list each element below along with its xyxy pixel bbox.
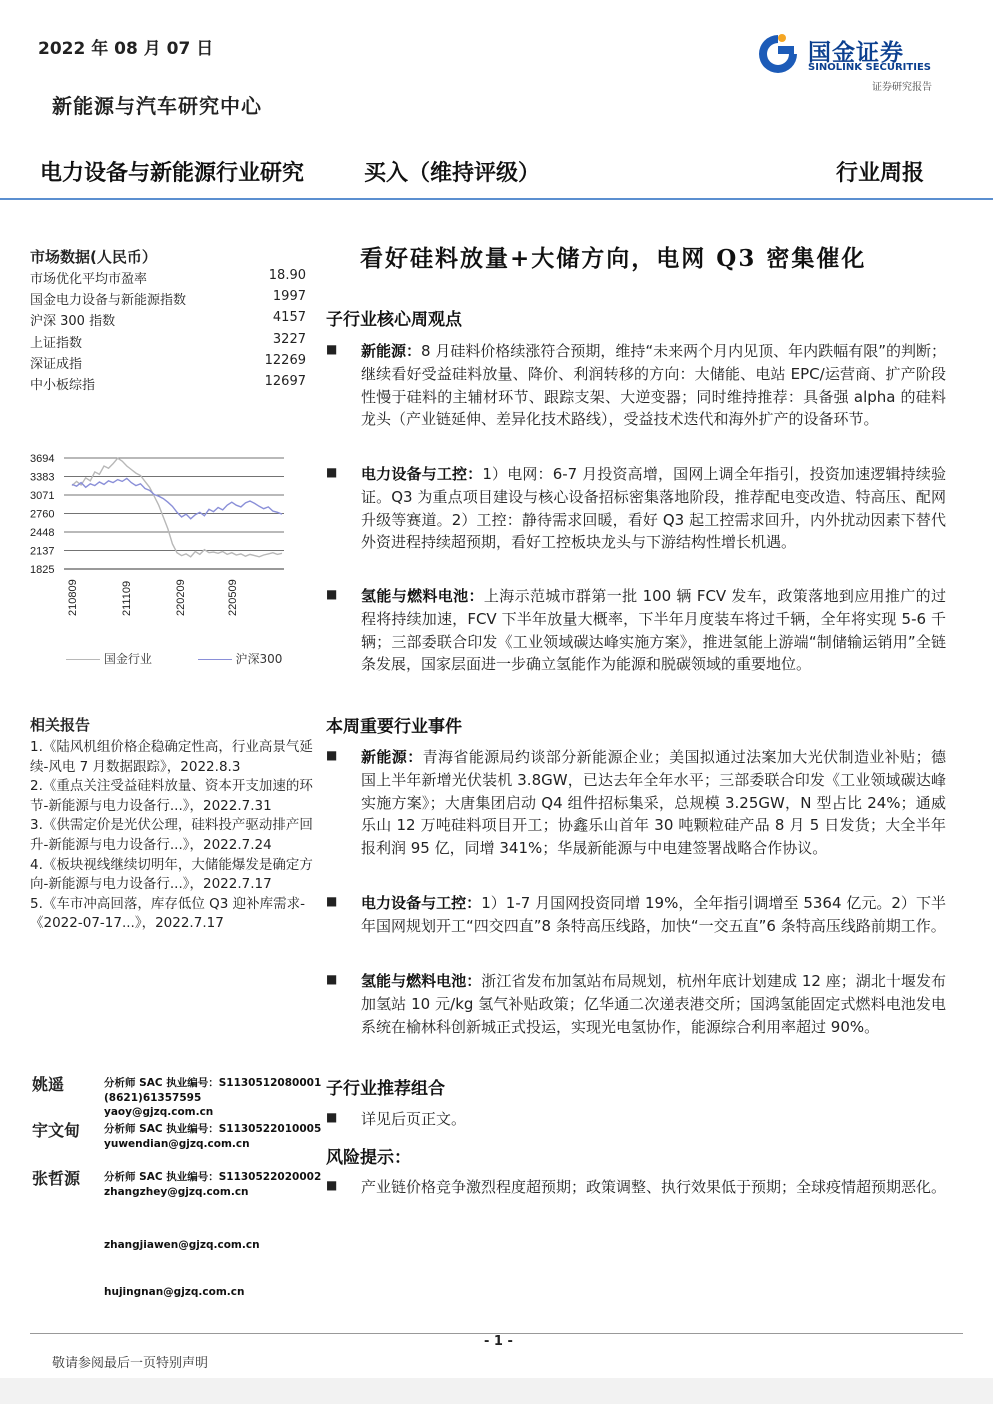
report-title: 看好硅料放量+大储方向，电网 Q3 密集催化 (360, 245, 867, 272)
research-center: 新能源与汽车研究中心 (52, 94, 262, 118)
bullet-square-icon: ■ (326, 587, 338, 601)
series-line (72, 478, 282, 518)
section-heading-events: 本周重要行业事件 (326, 717, 462, 737)
section-heading-portfolio: 子行业推荐组合 (326, 1079, 445, 1099)
related-reports-title: 相关报告 (30, 716, 91, 734)
analyst-email[interactable]: yuwendian@gjzq.com.cn (104, 1137, 250, 1150)
chart-legend (66, 650, 282, 667)
analyst-sac-id: 分析师 SAC 执业编号：S1130512080001 (104, 1077, 322, 1089)
analyst-name: 张哲源 (32, 1169, 81, 1188)
bullet-text (361, 970, 946, 1038)
analyst-phone: (8621)61357595 (104, 1091, 202, 1104)
bullet-body: 1）电网：6-7 月投资高增，国网上调全年指引，投资加速逻辑持续验证。Q3 为重点项目建设与核心设备招标密集落地阶段，推荐配电变改造、特高压、配网升级等赛道。2）工控：静待需求回暖，看好 Q3 起工控需求回升，内外扰动因素下替代外资进程持续超预期，看好工控板块龙头与下游结构性增长机遇。 (361, 465, 946, 552)
x-tick-label: 220509 (227, 579, 239, 616)
analyst-name: 宇文甸 (32, 1121, 81, 1140)
bullet-text (361, 1108, 946, 1131)
y-tick-label: 2137 (30, 545, 55, 558)
related-report-item[interactable]: 1.《陆风机组价格企稳确定性高，行业高景气延续-风电 7 月数据跟踪》，2022.8.3 (30, 739, 313, 775)
logo-subtitle: 证券研究报告 (872, 82, 932, 93)
legend-swatch-hs300 (198, 659, 232, 660)
y-tick-label: 3383 (30, 471, 55, 484)
y-tick-label: 2448 (30, 527, 55, 539)
market-data-title: 市场数据(人民币） (30, 248, 157, 266)
market-data-row (30, 353, 306, 372)
bullet-label: 电力设备与工控： (361, 894, 482, 912)
report-type: 行业周报 (836, 160, 925, 186)
x-tick-label: 220209 (175, 579, 187, 616)
bullet-text (361, 340, 946, 431)
bullet-item (326, 463, 946, 578)
market-data-label: 深证成指 (30, 357, 83, 372)
bullet-body: 8 月硅料价格续涨符合预期，维持“未来两个月内见顶、年内跌幅有限”的判断；继续看好受益硅料放量、降价、利润转移的方向：大储能、电站 EPC/运营商、扩产阶段性慢于硅料的主辅材环节、跟踪支架、大逆变器；同时维持推荐：具备强 alpha 的硅料龙头（产业链延伸、差异化技术路线），受益技术迭代和海外扩产的设备环节。 (361, 342, 946, 429)
bullet-text (361, 746, 946, 860)
analyst-contact (104, 1170, 321, 1199)
market-data-row (30, 268, 306, 287)
bullet-square-icon: ■ (326, 342, 338, 356)
market-data-label: 中小板综指 (30, 378, 96, 393)
market-data-label: 国金电力设备与新能源指数 (30, 293, 187, 308)
bullet-square-icon: ■ (326, 972, 338, 986)
bullet-square-icon: ■ (326, 894, 338, 908)
section-heading-core-views: 子行业核心周观点 (326, 310, 462, 330)
bullet-square-icon: ■ (326, 1110, 338, 1124)
report-date: 2022 年 08 月 07 日 (38, 39, 214, 59)
related-report-item[interactable]: 2.《重点关注受益硅料放量、资本开支加速的环节-新能源与电力设备行...》，2022.7.31 (30, 778, 313, 814)
bullet-body: 浙江省发布加氢站布局规划，杭州年底计划建成 12 座；湖北十堰发布加氢站 10 元/kg 氢气补贴政策；亿华通二次递表港交所；国鸿氢能固定式燃料电池发电系统在榆林科创新城正式投运，实现光电氢协作，能源综合利用率超过 90%。 (361, 972, 946, 1036)
y-tick-label: 3071 (30, 490, 55, 502)
market-data-value: 1997 (272, 289, 306, 304)
legend-swatch-industry (66, 659, 100, 660)
bullet-body: 详见后页正文。 (361, 1110, 467, 1128)
industry-headline: 电力设备与新能源行业研究 (40, 161, 305, 186)
header-divider (0, 198, 993, 200)
related-report-item[interactable]: 5.《车市冲高回落，库存低位 Q3 迎补库需求-《2022-07-17...》，2022.7.17 (30, 895, 306, 932)
analyst-name: 姚遥 (32, 1075, 65, 1094)
bullet-item (326, 340, 946, 455)
market-data-label: 沪深 300 指数 (30, 314, 116, 329)
x-tick-label: 210809 (67, 579, 79, 616)
bullet-text (361, 1176, 946, 1199)
page-number: - 1 - (484, 1334, 513, 1349)
market-data-row (30, 289, 306, 308)
y-tick-label: 2760 (30, 508, 55, 521)
bullet-item (326, 970, 946, 1062)
bullet-body: 1）1-7 月国网投资同增 19%，全年指引调增至 5364 亿元。2）下半年国网规划开工“四交四直”8 条特高压线路，加快“一交五直”6 条特高压线路前期工作。 (361, 894, 946, 935)
bullet-item (326, 1108, 946, 1134)
analyst-contact (104, 1122, 321, 1151)
bullet-label: 氢能与燃料电池： (361, 972, 482, 990)
market-data-row (30, 332, 306, 351)
analyst-email[interactable]: zhangjiawen@gjzq.com.cn (104, 1239, 260, 1251)
analyst-contact (104, 1076, 321, 1120)
bullet-text (361, 892, 946, 938)
analyst-contact (104, 1285, 244, 1300)
sinolink-logo-icon (756, 32, 804, 76)
analyst-email[interactable]: hujingnan@gjzq.com.cn (104, 1286, 245, 1298)
bullet-item (326, 585, 946, 700)
related-report-item[interactable]: 3.《供需定价是光伏公理，硅料投产驱动排产回升-新能源与电力设备行...》，2022.7.24 (30, 817, 313, 853)
index-line-chart (28, 448, 318, 628)
bullet-body: 青海省能源局约谈部分新能源企业；美国拟通过法案加大光伏制造业补贴；德国上半年新增光伏装机 3.8GW，已达去年全年水平；三部委联合印发《工业领域碳达峰实施方案》；大唐集团启动 Q4 组件招标集采，总规模 3.25GW，N 型占比 24%；通威乐山 12 万吨硅料项目开工；协鑫乐山首年 30 吨颗粒硅产品 8 月 5 日发货；大全半年报利润 95 亿，同增 341%；华晟新能源与中电建签署战略合作协议。 (361, 748, 946, 858)
bullet-label: 电力设备与工控： (361, 465, 483, 483)
analyst-sac-id: 分析师 SAC 执业编号：S1130522020002 (104, 1171, 322, 1183)
logo-chinese-name: 国金证券 (808, 40, 904, 66)
bullet-square-icon: ■ (326, 1178, 338, 1192)
related-reports-list (30, 738, 318, 934)
disclaimer-note: 敬请参阅最后一页特别声明 (52, 1356, 209, 1371)
rating: 买入（维持评级） (364, 161, 541, 186)
market-data-value: 4157 (272, 310, 306, 325)
bullet-label: 氢能与燃料电池： (361, 587, 484, 605)
market-data-value: 12697 (264, 374, 306, 389)
y-tick-label: 1825 (30, 564, 55, 576)
bullet-label: 新能源： (361, 748, 423, 766)
x-tick-label: 211109 (121, 580, 133, 616)
analyst-email[interactable]: yaoy@gjzq.com.cn (104, 1106, 214, 1118)
analyst-email[interactable]: zhangzhey@gjzq.com.cn (104, 1185, 249, 1198)
analyst-sac-id: 分析师 SAC 执业编号：S1130522010005 (104, 1123, 322, 1135)
market-data-row (30, 310, 306, 329)
bullet-text (361, 585, 946, 676)
market-data-row (30, 374, 306, 393)
bullet-square-icon: ■ (326, 748, 338, 762)
market-data-value: 12269 (264, 353, 306, 368)
market-data-label: 市场优化平均市盈率 (30, 272, 148, 287)
series-line (72, 458, 282, 557)
market-data-value: 18.90 (268, 268, 306, 283)
section-heading-risk: 风险提示： (326, 1148, 411, 1168)
y-tick-label: 3694 (30, 453, 55, 465)
bullet-square-icon: ■ (326, 465, 338, 479)
bullet-body: 上海示范城市群第一批 100 辆 FCV 发车，政策落地到应用推广的过程将持续加速，FCV 下半年放量大概率，下半年月度装车将过千辆，全年将实现 5-6 千辆；三部委联合印发《工业领域碳达峰实施方案》，推进氢能上游端“制储输运销用”全链条发展，国家层面进一步确立氢能作为能源和脱碳领域的重要地位。 (361, 587, 946, 674)
bullet-item (326, 892, 946, 962)
legend-label-industry: 国金行业 (103, 652, 152, 666)
bullet-item (326, 746, 946, 886)
logo-english-name: SINOLINK SECURITIES (808, 62, 931, 73)
analyst-contact (104, 1238, 260, 1253)
bullet-label: 新能源： (361, 342, 422, 360)
related-report-item[interactable]: 4.《板块视线继续切明年，大储能爆发是确定方向-新能源与电力设备行...》，2022.7.17 (30, 856, 313, 893)
bullet-body: 产业链价格竞争激烈程度超预期；政策调整、执行效果低于预期；全球疫情超预期恶化。 (361, 1178, 947, 1196)
bullet-item (326, 1176, 946, 1224)
market-data-label: 上证指数 (30, 336, 83, 351)
bullet-text (361, 463, 946, 554)
bottom-band (0, 1378, 993, 1404)
legend-label-hs300: 沪深300 (235, 652, 283, 666)
market-data-value: 3227 (272, 332, 306, 347)
